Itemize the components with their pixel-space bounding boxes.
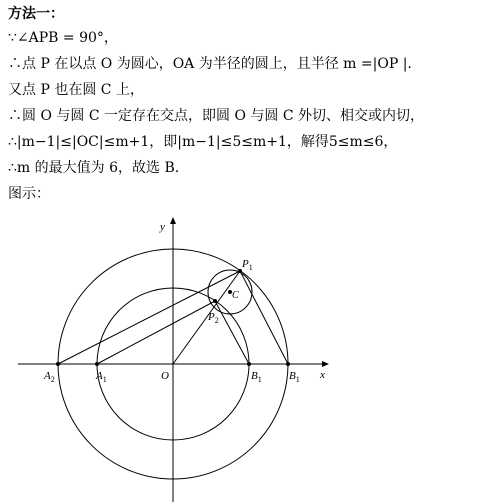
solution-line-4: ∴圆 O 与圆 C 一定存在交点，即圆 O 与圆 C 外切、相交或内切，: [8, 108, 424, 124]
point-a1: [95, 362, 99, 366]
solution-line-1: ∵∠APB = 90°，: [8, 30, 118, 46]
label-a1: $A_1$: [96, 370, 107, 384]
segment-p1-b2: [240, 271, 288, 364]
solution-line-2: ∴点 P 在以点 O 为圆心，OA 为半径的圆上，且半径 m =|OP |.: [8, 56, 412, 72]
label-c: C: [232, 290, 239, 301]
segment-a1-p2: [97, 301, 215, 364]
label-b1: $B_1$: [251, 370, 262, 384]
point-b2: [286, 362, 290, 366]
label-p2: $P_2$: [208, 311, 219, 325]
x-axis-label: x: [320, 369, 325, 381]
label-a2: $A_2$: [44, 370, 55, 384]
solution-line-3: 又点 P 也在圆 C 上，: [8, 82, 144, 98]
point-a2: [56, 362, 60, 366]
origin-label: O: [161, 370, 169, 382]
solution-line-7: 图示：: [8, 186, 50, 202]
label-b2: $B_1$: [289, 370, 300, 384]
solution-line-5: ∴|m−1|≤|OC|≤m+1，即|m−1|≤5≤m+1，解得5≤m≤6，: [8, 134, 398, 150]
solution-line-6: ∴m 的最大值为 6，故选 B.: [8, 160, 180, 176]
label-p1: $P_1$: [242, 258, 253, 272]
point-b1: [247, 362, 251, 366]
solution-heading: 方法一：: [8, 6, 64, 22]
y-axis-label: y: [160, 221, 165, 233]
geometry-figure: [0, 210, 492, 504]
point-p2: [213, 299, 217, 303]
segment-p2-b1: [215, 301, 249, 364]
